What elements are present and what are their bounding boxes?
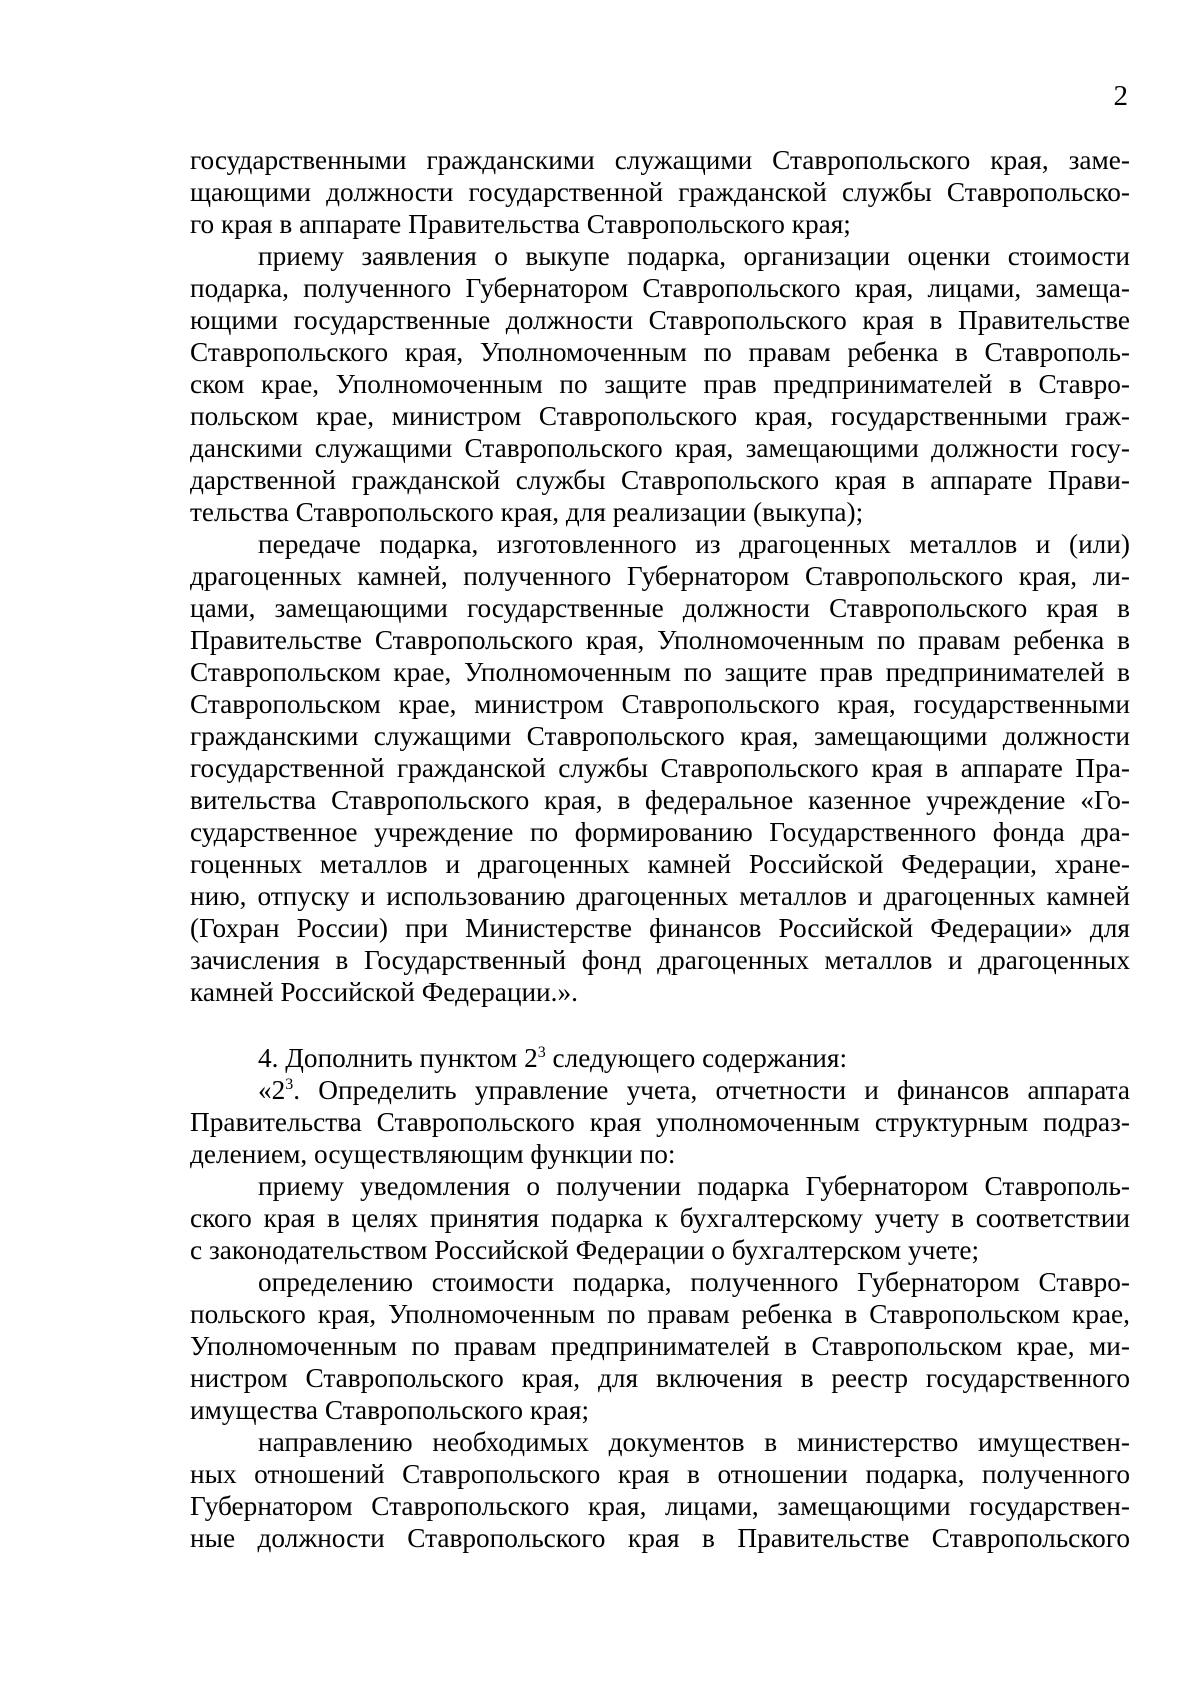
text-line: (Гохран России) при Министерстве финансов Российской Федерации» для xyxy=(190,913,1130,943)
text-line: щающими должности государственной гражданской службы Ставропольско- xyxy=(190,177,1130,207)
text-line: тельства Ставропольского края, для реализации (выкупа); xyxy=(190,497,864,527)
text-line: приему уведомления о получении подарка Губернатором Ставрополь- xyxy=(258,1171,1130,1201)
text-line: Ставропольском крае, Уполномоченным по защите прав предпринимателей в xyxy=(190,657,1130,687)
text-line: государственными гражданскими служащими Ставропольского края, заме- xyxy=(190,145,1130,175)
text-line: польского края, Уполномоченным по правам ребенка в Ставропольском крае, xyxy=(190,1299,1130,1329)
text-line: направлению необходимых документов в министерство имуществен- xyxy=(258,1427,1130,1457)
text-line: ского края в целях принятия подарка к бухгалтерскому учету в соответствии xyxy=(190,1203,1130,1233)
text-line: подарка, полученного Губернатором Ставропольского края, лицами, замеща- xyxy=(190,273,1130,303)
text-line: ных отношений Ставропольского края в отношении подарка, полученного xyxy=(190,1459,1130,1489)
text-line: Губернатором Ставропольского края, лицами, замещающими государствен- xyxy=(190,1491,1130,1521)
text-line: дарственной гражданской службы Ставропольского края в аппарате Прави- xyxy=(190,465,1130,495)
text-line: го края в аппарате Правительства Ставропольского края; xyxy=(190,209,851,239)
text-line: передаче подарка, изготовленного из драгоценных металлов и (или) xyxy=(258,529,1130,559)
text-segment: следующего содержания: xyxy=(545,1043,848,1073)
superscript: 3 xyxy=(285,1075,294,1093)
text-line: нистром Ставропольского края, для включения в реестр государственного xyxy=(190,1363,1130,1393)
text-line: ные должности Ставропольского края в Правительстве Ставропольского xyxy=(190,1523,1130,1553)
text-line: делением, осуществляющим функции по: xyxy=(190,1139,676,1169)
text-segment: 4. Дополнить пунктом 2 xyxy=(258,1043,538,1073)
text-line xyxy=(258,1042,1130,1074)
text-line: Ставропольском крае, министром Ставропольского края, государственными xyxy=(190,689,1130,719)
text-line: имущества Ставропольского края; xyxy=(190,1395,590,1425)
text-line: нию, отпуску и использованию драгоценных металлов и драгоценных камней xyxy=(190,881,1130,911)
text-line: Уполномоченным по правам предпринимателей в Ставропольском крае, ми- xyxy=(190,1331,1130,1361)
text-line: зачисления в Государственный фонд драгоценных металлов и драгоценных xyxy=(190,945,1130,975)
text-line: польском крае, министром Ставропольского края, государственными граж- xyxy=(190,401,1130,431)
text-line xyxy=(258,1074,1130,1106)
text-line: сударственное учреждение по формированию Государственного фонда дра- xyxy=(190,817,1130,847)
text-line: данскими служащими Ставропольского края, замещающими должности госу- xyxy=(190,433,1130,463)
text-segment: . Определить управление учета, отчетности и финансов аппарата xyxy=(293,1075,1130,1105)
text-line: вительства Ставропольского края, в федеральное казенное учреждение «Го- xyxy=(190,785,1130,815)
text-line: Правительстве Ставропольского края, Уполномоченным по правам ребенка в xyxy=(190,625,1130,655)
text-line: драгоценных камней, полученного Губернатором Ставропольского края, ли- xyxy=(190,561,1130,591)
text-line: ском крае, Уполномоченным по защите прав предпринимателей в Ставро- xyxy=(190,369,1130,399)
text-segment: «2 xyxy=(258,1075,286,1105)
text-line: Ставропольского края, Уполномоченным по правам ребенка в Ставрополь- xyxy=(190,337,1130,367)
superscript: 3 xyxy=(537,1043,546,1061)
text-line: приему заявления о выкупе подарка, организации оценки стоимости xyxy=(258,241,1130,271)
text-line: ющими государственные должности Ставропольского края в Правительстве xyxy=(190,305,1130,335)
text-line: гражданскими служащими Ставропольского края, замещающими должности xyxy=(190,721,1130,751)
text-line: государственной гражданской службы Ставропольского края в аппарате Пра- xyxy=(190,753,1130,783)
text-line: гоценных металлов и драгоценных камней Российской Федерации, хране- xyxy=(190,849,1130,879)
text-line: Правительства Ставропольского края уполномоченным структурным подраз- xyxy=(190,1107,1130,1137)
text-line: определению стоимости подарка, полученного Губернатором Ставро- xyxy=(258,1267,1130,1297)
text-line: камней Российской Федерации.». xyxy=(190,977,578,1007)
text-line: с законодательством Российской Федерации о бухгалтерском учете; xyxy=(190,1235,980,1265)
text-line: цами, замещающими государственные должности Ставропольского края в xyxy=(190,593,1130,623)
page-number: 2 xyxy=(1113,80,1128,112)
